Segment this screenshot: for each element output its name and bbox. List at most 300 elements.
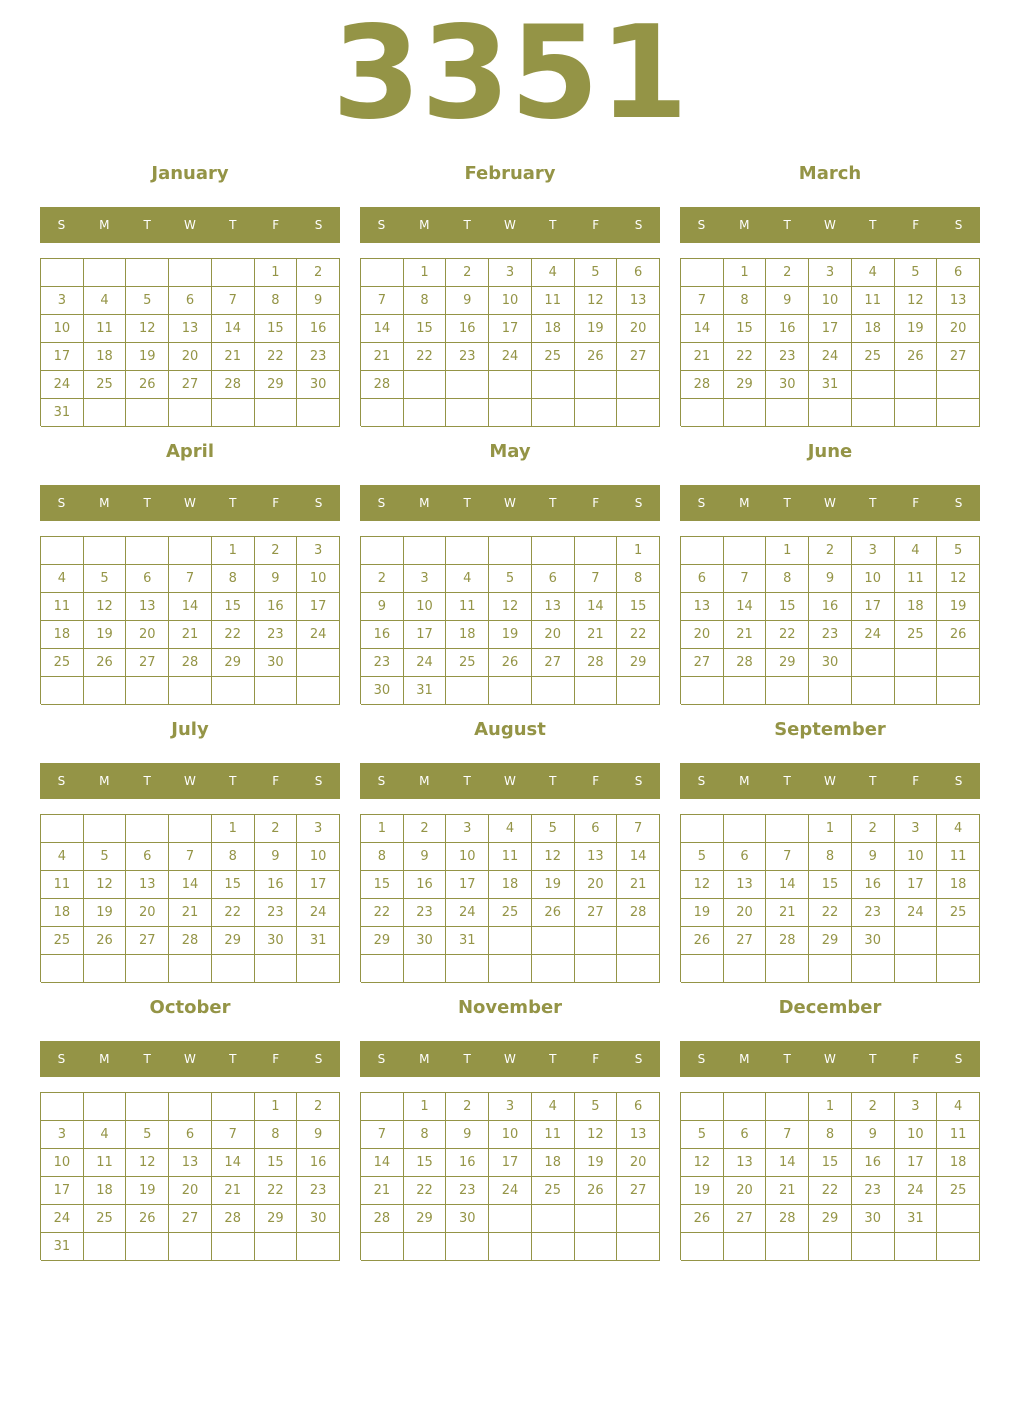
day-cell: 30 xyxy=(852,927,895,955)
empty-day-cell xyxy=(575,537,618,565)
weekday-label: S xyxy=(697,774,706,788)
weekday-header xyxy=(40,485,340,521)
day-cell: 24 xyxy=(41,1205,84,1233)
day-cell: 20 xyxy=(617,315,660,343)
empty-day-cell xyxy=(895,1233,938,1261)
empty-day-cell xyxy=(212,399,255,427)
day-cell: 12 xyxy=(126,1149,169,1177)
day-cell: 25 xyxy=(489,899,532,927)
day-cell: 27 xyxy=(126,649,169,677)
day-cell: 14 xyxy=(724,593,767,621)
weekday-label: T xyxy=(869,496,877,510)
day-cell: 4 xyxy=(937,815,980,843)
day-cell: 14 xyxy=(681,315,724,343)
day-cell: 11 xyxy=(489,843,532,871)
day-cell: 4 xyxy=(41,565,84,593)
month-december xyxy=(680,992,980,1270)
day-grid xyxy=(360,258,660,426)
empty-day-cell xyxy=(84,1093,127,1121)
day-grid xyxy=(360,814,660,982)
empty-day-cell xyxy=(852,1233,895,1261)
empty-day-cell xyxy=(126,677,169,705)
empty-day-cell xyxy=(937,371,980,399)
day-cell: 25 xyxy=(532,343,575,371)
empty-day-cell xyxy=(617,1205,660,1233)
empty-day-cell xyxy=(84,1233,127,1261)
day-cell: 7 xyxy=(724,565,767,593)
weekday-label: M xyxy=(419,1052,430,1066)
empty-day-cell xyxy=(937,955,980,983)
day-cell: 8 xyxy=(255,1121,298,1149)
day-cell: 1 xyxy=(255,259,298,287)
empty-day-cell xyxy=(617,677,660,705)
day-cell: 7 xyxy=(169,565,212,593)
day-cell: 1 xyxy=(766,537,809,565)
day-cell: 1 xyxy=(255,1093,298,1121)
day-cell: 29 xyxy=(766,649,809,677)
weekday-label: T xyxy=(143,496,151,510)
day-cell: 13 xyxy=(617,1121,660,1149)
empty-day-cell xyxy=(724,1093,767,1121)
day-cell: 11 xyxy=(937,843,980,871)
day-cell: 24 xyxy=(404,649,447,677)
empty-day-cell xyxy=(937,399,980,427)
day-cell: 25 xyxy=(41,927,84,955)
day-cell: 3 xyxy=(41,1121,84,1149)
day-cell: 22 xyxy=(404,1177,447,1205)
day-cell: 10 xyxy=(489,1121,532,1149)
day-cell: 28 xyxy=(681,371,724,399)
day-cell: 16 xyxy=(361,621,404,649)
empty-day-cell xyxy=(809,1233,852,1261)
day-grid xyxy=(40,814,340,982)
day-cell: 15 xyxy=(212,593,255,621)
empty-day-cell xyxy=(361,955,404,983)
day-cell: 22 xyxy=(255,343,298,371)
day-cell: 15 xyxy=(809,1149,852,1177)
day-cell: 27 xyxy=(617,1177,660,1205)
day-cell: 13 xyxy=(169,315,212,343)
empty-day-cell xyxy=(937,677,980,705)
day-cell: 21 xyxy=(766,899,809,927)
day-cell: 5 xyxy=(681,1121,724,1149)
day-cell: 18 xyxy=(84,1177,127,1205)
empty-day-cell xyxy=(532,399,575,427)
day-cell: 23 xyxy=(297,1177,340,1205)
day-cell: 8 xyxy=(809,1121,852,1149)
day-grid xyxy=(680,536,980,704)
day-cell: 16 xyxy=(809,593,852,621)
day-cell: 16 xyxy=(255,593,298,621)
empty-day-cell xyxy=(255,399,298,427)
day-cell: 30 xyxy=(852,1205,895,1233)
weekday-header xyxy=(360,207,660,243)
day-cell: 2 xyxy=(255,537,298,565)
empty-day-cell xyxy=(361,259,404,287)
day-cell: 25 xyxy=(84,1205,127,1233)
day-cell: 30 xyxy=(255,649,298,677)
day-cell: 15 xyxy=(809,871,852,899)
day-cell: 13 xyxy=(532,593,575,621)
day-cell: 4 xyxy=(84,1121,127,1149)
day-cell: 16 xyxy=(852,871,895,899)
weekday-label: T xyxy=(463,218,471,232)
day-cell: 29 xyxy=(361,927,404,955)
day-cell: 6 xyxy=(724,843,767,871)
day-cell: 27 xyxy=(724,927,767,955)
empty-day-cell xyxy=(169,1093,212,1121)
empty-day-cell xyxy=(575,677,618,705)
day-cell: 21 xyxy=(361,1177,404,1205)
weekday-label: F xyxy=(272,1052,280,1066)
day-cell: 25 xyxy=(937,899,980,927)
day-cell: 29 xyxy=(724,371,767,399)
weekday-label: T xyxy=(143,218,151,232)
month-name: March xyxy=(798,163,862,184)
day-cell: 31 xyxy=(809,371,852,399)
empty-day-cell xyxy=(489,1205,532,1233)
day-cell: 9 xyxy=(297,1121,340,1149)
day-cell: 14 xyxy=(212,1149,255,1177)
day-cell: 30 xyxy=(404,927,447,955)
day-cell: 16 xyxy=(297,315,340,343)
month-name: October xyxy=(149,997,231,1018)
day-cell: 30 xyxy=(297,1205,340,1233)
day-cell: 15 xyxy=(724,315,767,343)
weekday-label: T xyxy=(549,496,557,510)
empty-day-cell xyxy=(212,259,255,287)
empty-day-cell xyxy=(126,815,169,843)
day-cell: 28 xyxy=(575,649,618,677)
weekday-label: W xyxy=(184,1052,196,1066)
day-cell: 2 xyxy=(255,815,298,843)
empty-day-cell xyxy=(255,677,298,705)
weekday-label: M xyxy=(419,774,430,788)
day-cell: 5 xyxy=(575,1093,618,1121)
day-cell: 22 xyxy=(255,1177,298,1205)
empty-day-cell xyxy=(681,815,724,843)
month-april xyxy=(40,436,340,714)
empty-day-cell xyxy=(766,955,809,983)
day-cell: 19 xyxy=(575,1149,618,1177)
empty-day-cell xyxy=(681,399,724,427)
empty-day-cell xyxy=(895,649,938,677)
day-cell: 10 xyxy=(895,1121,938,1149)
weekday-label: T xyxy=(229,218,237,232)
day-cell: 6 xyxy=(126,843,169,871)
day-cell: 25 xyxy=(84,371,127,399)
weekday-label: T xyxy=(549,1052,557,1066)
month-october xyxy=(40,992,340,1270)
day-cell: 12 xyxy=(126,315,169,343)
day-cell: 15 xyxy=(404,315,447,343)
day-cell: 5 xyxy=(681,843,724,871)
empty-day-cell xyxy=(41,1093,84,1121)
day-cell: 21 xyxy=(361,343,404,371)
weekday-label: M xyxy=(99,774,110,788)
weekday-label: F xyxy=(272,774,280,788)
day-cell: 30 xyxy=(809,649,852,677)
empty-day-cell xyxy=(575,1233,618,1261)
day-cell: 8 xyxy=(361,843,404,871)
empty-day-cell xyxy=(126,537,169,565)
day-cell: 13 xyxy=(724,1149,767,1177)
day-cell: 10 xyxy=(895,843,938,871)
empty-day-cell xyxy=(404,371,447,399)
empty-day-cell xyxy=(169,955,212,983)
day-cell: 10 xyxy=(297,843,340,871)
day-cell: 26 xyxy=(575,1177,618,1205)
day-cell: 21 xyxy=(169,899,212,927)
day-cell: 8 xyxy=(255,287,298,315)
day-cell: 28 xyxy=(212,1205,255,1233)
day-cell: 29 xyxy=(212,927,255,955)
empty-day-cell xyxy=(575,399,618,427)
day-cell: 22 xyxy=(809,899,852,927)
empty-day-cell xyxy=(489,927,532,955)
weekday-label: S xyxy=(634,774,643,788)
day-cell: 19 xyxy=(532,871,575,899)
empty-day-cell xyxy=(404,537,447,565)
empty-day-cell xyxy=(681,955,724,983)
day-cell: 1 xyxy=(724,259,767,287)
day-cell: 5 xyxy=(532,815,575,843)
weekday-label: T xyxy=(463,1052,471,1066)
empty-day-cell xyxy=(446,371,489,399)
weekday-label: M xyxy=(739,218,750,232)
day-cell: 13 xyxy=(617,287,660,315)
empty-day-cell xyxy=(169,399,212,427)
day-grid xyxy=(40,1092,340,1260)
day-cell: 26 xyxy=(575,343,618,371)
day-cell: 27 xyxy=(575,899,618,927)
month-name: May xyxy=(489,441,531,462)
day-cell: 11 xyxy=(937,1121,980,1149)
day-cell: 10 xyxy=(41,315,84,343)
empty-day-cell xyxy=(255,1233,298,1261)
day-cell: 12 xyxy=(532,843,575,871)
day-cell: 20 xyxy=(169,1177,212,1205)
day-cell: 19 xyxy=(489,621,532,649)
day-cell: 21 xyxy=(766,1177,809,1205)
day-cell: 5 xyxy=(489,565,532,593)
weekday-label: S xyxy=(314,218,323,232)
month-name: January xyxy=(151,163,229,184)
day-cell: 3 xyxy=(895,1093,938,1121)
empty-day-cell xyxy=(724,399,767,427)
day-cell: 17 xyxy=(297,593,340,621)
day-cell: 17 xyxy=(446,871,489,899)
weekday-label: S xyxy=(954,218,963,232)
weekday-header xyxy=(680,485,980,521)
day-grid xyxy=(360,536,660,704)
weekday-label: F xyxy=(592,496,600,510)
day-cell: 3 xyxy=(297,815,340,843)
month-name: December xyxy=(778,997,882,1018)
day-cell: 27 xyxy=(169,371,212,399)
weekday-label: M xyxy=(739,496,750,510)
day-cell: 4 xyxy=(532,1093,575,1121)
day-cell: 23 xyxy=(255,899,298,927)
day-cell: 17 xyxy=(895,1149,938,1177)
weekday-header xyxy=(680,763,980,799)
empty-day-cell xyxy=(852,649,895,677)
day-cell: 12 xyxy=(937,565,980,593)
day-cell: 5 xyxy=(84,843,127,871)
day-cell: 11 xyxy=(41,871,84,899)
day-cell: 22 xyxy=(212,621,255,649)
month-august xyxy=(360,714,660,992)
weekday-header xyxy=(360,485,660,521)
day-cell: 13 xyxy=(126,871,169,899)
empty-day-cell xyxy=(895,677,938,705)
day-cell: 7 xyxy=(617,815,660,843)
day-cell: 1 xyxy=(809,1093,852,1121)
day-cell: 25 xyxy=(41,649,84,677)
weekday-label: T xyxy=(229,496,237,510)
empty-day-cell xyxy=(297,955,340,983)
day-cell: 13 xyxy=(937,287,980,315)
empty-day-cell xyxy=(895,371,938,399)
empty-day-cell xyxy=(681,537,724,565)
day-cell: 9 xyxy=(446,287,489,315)
day-cell: 22 xyxy=(212,899,255,927)
day-cell: 2 xyxy=(361,565,404,593)
empty-day-cell xyxy=(84,815,127,843)
weekday-label: W xyxy=(504,774,516,788)
day-cell: 1 xyxy=(212,537,255,565)
weekday-label: T xyxy=(229,774,237,788)
day-cell: 29 xyxy=(809,927,852,955)
month-name: August xyxy=(474,719,546,740)
day-cell: 9 xyxy=(766,287,809,315)
day-cell: 31 xyxy=(41,399,84,427)
day-cell: 9 xyxy=(852,843,895,871)
weekday-label: W xyxy=(824,496,836,510)
day-grid xyxy=(40,258,340,426)
day-cell: 31 xyxy=(446,927,489,955)
weekday-label: F xyxy=(272,496,280,510)
day-cell: 25 xyxy=(852,343,895,371)
day-cell: 11 xyxy=(84,1149,127,1177)
empty-day-cell xyxy=(809,399,852,427)
day-cell: 30 xyxy=(766,371,809,399)
weekday-label: S xyxy=(377,218,386,232)
day-cell: 6 xyxy=(169,1121,212,1149)
weekday-label: M xyxy=(419,218,430,232)
month-november xyxy=(360,992,660,1270)
empty-day-cell xyxy=(681,259,724,287)
day-cell: 15 xyxy=(255,315,298,343)
empty-day-cell xyxy=(937,649,980,677)
empty-day-cell xyxy=(126,1093,169,1121)
day-cell: 24 xyxy=(852,621,895,649)
empty-day-cell xyxy=(532,927,575,955)
day-cell: 14 xyxy=(169,871,212,899)
day-cell: 17 xyxy=(41,1177,84,1205)
month-january xyxy=(40,158,340,436)
weekday-label: S xyxy=(634,218,643,232)
empty-day-cell xyxy=(446,537,489,565)
day-cell: 27 xyxy=(169,1205,212,1233)
month-name: July xyxy=(171,719,209,740)
empty-day-cell xyxy=(297,1233,340,1261)
day-cell: 12 xyxy=(489,593,532,621)
day-cell: 4 xyxy=(84,287,127,315)
day-cell: 27 xyxy=(724,1205,767,1233)
day-cell: 14 xyxy=(766,1149,809,1177)
day-cell: 11 xyxy=(532,287,575,315)
day-cell: 10 xyxy=(446,843,489,871)
day-cell: 24 xyxy=(41,371,84,399)
day-cell: 5 xyxy=(895,259,938,287)
empty-day-cell xyxy=(169,1233,212,1261)
empty-day-cell xyxy=(489,1233,532,1261)
day-cell: 11 xyxy=(41,593,84,621)
empty-day-cell xyxy=(297,399,340,427)
weekday-label: W xyxy=(824,1052,836,1066)
day-cell: 23 xyxy=(446,1177,489,1205)
day-cell: 27 xyxy=(617,343,660,371)
day-cell: 13 xyxy=(575,843,618,871)
day-cell: 9 xyxy=(404,843,447,871)
day-cell: 14 xyxy=(361,315,404,343)
day-cell: 22 xyxy=(766,621,809,649)
day-cell: 19 xyxy=(937,593,980,621)
empty-day-cell xyxy=(852,677,895,705)
day-cell: 15 xyxy=(404,1149,447,1177)
day-cell: 7 xyxy=(681,287,724,315)
day-cell: 3 xyxy=(446,815,489,843)
day-cell: 1 xyxy=(617,537,660,565)
weekday-header xyxy=(40,1041,340,1077)
empty-day-cell xyxy=(169,259,212,287)
day-cell: 10 xyxy=(297,565,340,593)
day-cell: 22 xyxy=(724,343,767,371)
weekday-label: S xyxy=(954,1052,963,1066)
day-cell: 10 xyxy=(489,287,532,315)
day-cell: 4 xyxy=(895,537,938,565)
empty-day-cell xyxy=(126,399,169,427)
weekday-label: T xyxy=(783,218,791,232)
day-cell: 16 xyxy=(446,315,489,343)
day-cell: 1 xyxy=(809,815,852,843)
empty-day-cell xyxy=(126,259,169,287)
day-cell: 25 xyxy=(446,649,489,677)
day-cell: 13 xyxy=(724,871,767,899)
day-cell: 19 xyxy=(126,343,169,371)
empty-day-cell xyxy=(489,399,532,427)
day-cell: 14 xyxy=(575,593,618,621)
day-cell: 22 xyxy=(361,899,404,927)
weekday-label: S xyxy=(57,496,66,510)
day-cell: 12 xyxy=(895,287,938,315)
day-cell: 27 xyxy=(126,927,169,955)
day-cell: 16 xyxy=(255,871,298,899)
empty-day-cell xyxy=(724,955,767,983)
weekday-label: S xyxy=(377,496,386,510)
empty-day-cell xyxy=(617,927,660,955)
empty-day-cell xyxy=(297,677,340,705)
day-cell: 11 xyxy=(446,593,489,621)
empty-day-cell xyxy=(212,955,255,983)
day-cell: 28 xyxy=(361,1205,404,1233)
empty-day-cell xyxy=(84,537,127,565)
empty-day-cell xyxy=(255,955,298,983)
weekday-label: S xyxy=(377,774,386,788)
day-cell: 12 xyxy=(681,871,724,899)
day-cell: 28 xyxy=(361,371,404,399)
